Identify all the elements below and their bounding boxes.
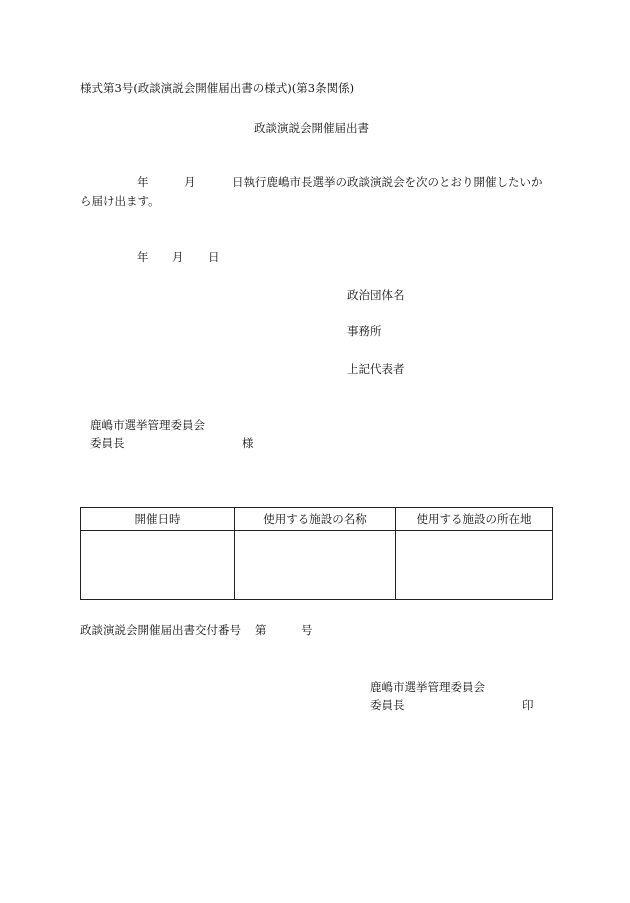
intro-year-label: 年 xyxy=(137,175,149,189)
submission-month-label: 月 xyxy=(172,250,184,264)
submission-year-label: 年 xyxy=(137,250,149,264)
applicant-org-label: 政治団体名 xyxy=(347,288,405,302)
document-title: 政談演説会開催届出書 xyxy=(254,121,369,135)
addressee-chair: 委員長 xyxy=(90,436,125,450)
issue-number-suffix: 号 xyxy=(301,623,313,637)
submission-day-label: 日 xyxy=(208,250,220,264)
table-header-row xyxy=(81,508,553,531)
addressee-org: 鹿嶋市選挙管理委員会 xyxy=(90,418,205,432)
table-row xyxy=(81,531,553,600)
intro-text: 日執行鹿嶋市長選挙の政談演説会を次のとおり開催したいか xyxy=(232,175,543,189)
cell-facility-name[interactable] xyxy=(235,531,396,600)
cell-datetime[interactable] xyxy=(81,531,235,600)
header-facility-name: 使用する施設の名称 xyxy=(235,508,396,531)
cell-facility-location[interactable] xyxy=(396,531,553,600)
header-datetime: 開催日時 xyxy=(81,508,235,531)
issuer-org: 鹿嶋市選挙管理委員会 xyxy=(370,680,485,694)
header-facility-location: 使用する施設の所在地 xyxy=(396,508,553,531)
applicant-office-label: 事務所 xyxy=(347,324,382,338)
issue-number-label: 政談演説会開催届出書交付番号 xyxy=(80,623,241,637)
form-number: 様式第3号(政談演説会開催届出書の様式)(第3条関係) xyxy=(80,81,355,95)
issue-number-prefix: 第 xyxy=(255,623,267,637)
intro-line-2: ら届け出ます。 xyxy=(80,194,160,208)
issuer-seal: 印 xyxy=(522,698,534,712)
addressee-honorific: 様 xyxy=(242,436,254,450)
event-details-table xyxy=(80,507,553,600)
intro-month-label: 月 xyxy=(184,175,196,189)
applicant-representative-label: 上記代表者 xyxy=(347,362,405,376)
issuer-chair: 委員長 xyxy=(370,698,405,712)
